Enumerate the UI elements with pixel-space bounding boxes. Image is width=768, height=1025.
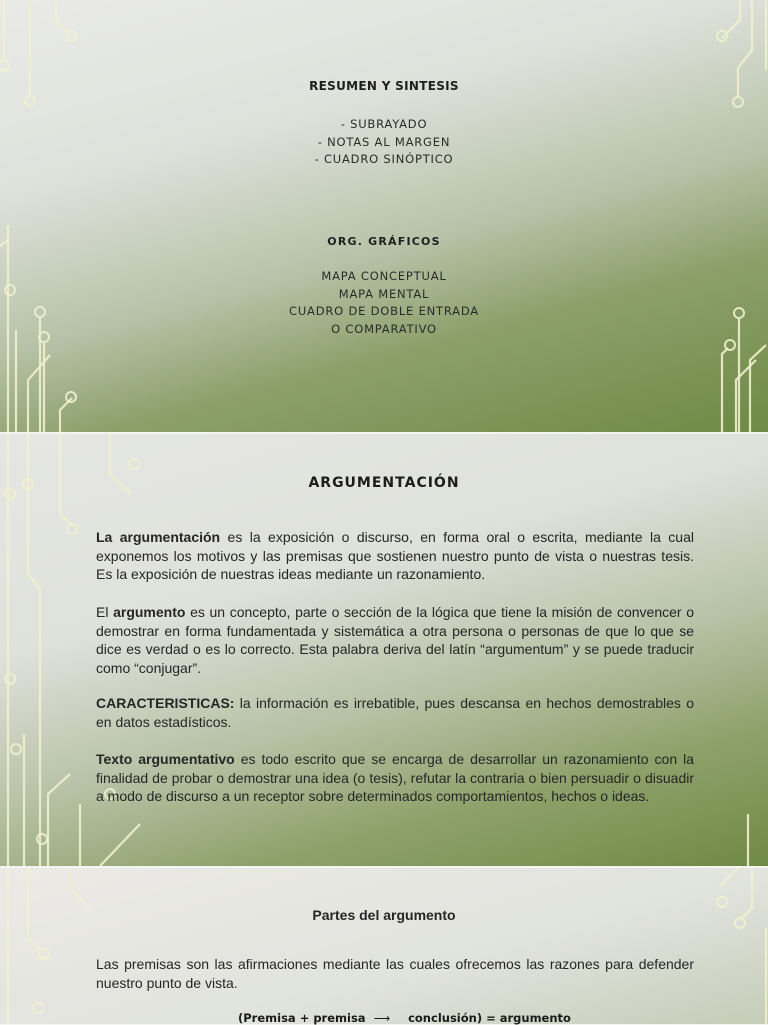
slide2-title: ARGUMENTACIÓN [308, 475, 460, 491]
slide1-list2 [0, 268, 768, 338]
paragraph-argumento [96, 603, 694, 677]
paragraph-texto-argumentativo [96, 750, 694, 806]
paragraph-premisas: Las premisas son las afirmaciones mediante las cuales ofrecemos las razones para defender nuestro punto de vista. [96, 956, 694, 991]
list-item: - SUBRAYADO [340, 117, 428, 131]
formula-left: (Premisa + premisa [238, 1011, 366, 1025]
paragraph-text: la información es irrebatible, pues descansa en hechos demostrables o en datos estadísticos. [96, 695, 694, 730]
bold-term: La argumentación [96, 529, 221, 545]
formula [238, 1011, 571, 1025]
circuit-decoration-icon [0, 0, 768, 432]
slide1-title: RESUMEN Y SINTESIS [309, 79, 459, 93]
list-item: MAPA CONCEPTUAL [321, 269, 447, 283]
bold-term: argumento [113, 604, 186, 620]
arrow-icon: ⟶ [373, 1011, 391, 1025]
paragraph-text: es un concepto, parte o sección de la lógica que tiene la misión de convencer o demostrar en forma fundamentada y sistemática a otra persona o personas de que lo que se dice es verdad o es lo correcto. Esta palabra deriva del latín “argumentum” y se puede traducir como “conjugar”. [96, 604, 694, 676]
circuit-decoration-icon [0, 868, 768, 1024]
list-item: O COMPARATIVO [331, 321, 437, 336]
paragraph-text: es todo escrito que se encarga de desarrollar un razonamiento con la finalidad de probar o demostrar una idea (o tesis), refutar la contraria o bien persuadir o disuadir a modo de discurso a un receptor sobre determinados comportamientos, hechos o ideas. [96, 751, 694, 804]
slide-resumen [0, 0, 768, 432]
list-item: - CUADRO SINÓPTICO [314, 152, 454, 166]
slide1-list [0, 116, 768, 169]
slide-partes-argumento [0, 868, 768, 1024]
paragraph-text: es la exposición o discurso, en forma oral o escrita, mediante la cual exponemos los motivos y las premisas que sostienen nuestro punto de vista o nuestras tesis. Es la exposición de nuestras ideas mediante un razonamiento. [96, 529, 694, 582]
list-item: MAPA MENTAL [338, 286, 430, 301]
paragraph-argumentacion [96, 528, 694, 584]
formula-right: conclusión) = argumento [408, 1011, 571, 1025]
list-item: CUADRO DE DOBLE ENTRADA [289, 304, 479, 318]
slide1-subtitle: ORG. GRÁFICOS [327, 235, 441, 248]
bold-term: CARACTERISTICAS: [96, 695, 235, 711]
paragraph-text: El [96, 604, 114, 620]
paragraph-caracteristicas [96, 694, 694, 731]
list-item: - NOTAS AL MARGEN [317, 134, 451, 149]
bold-term: Texto argumentativo [96, 751, 235, 767]
slide3-title: Partes del argumento [312, 907, 456, 923]
